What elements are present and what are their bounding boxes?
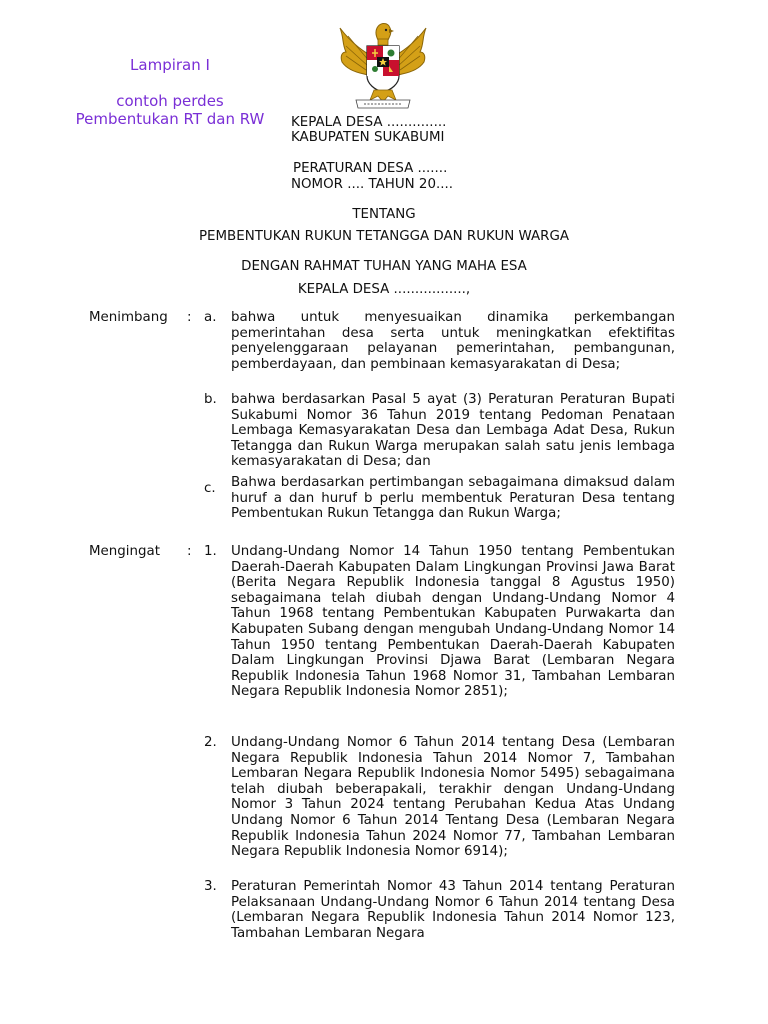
attachment-caption: contoh perdes Pembentukan RT dan RW xyxy=(75,92,265,128)
garuda-pancasila-emblem-icon xyxy=(334,22,432,112)
regulation-subject: PEMBENTUKAN RUKUN TETANGGA DAN RUKUN WARGA xyxy=(198,229,570,244)
mengingat-item-2: Undang-Undang Nomor 6 Tahun 2014 tentang Desa (Lembaran Negara Republik Indonesia Tahun 2014 Nomor 7, Tambahan Lembaran Negara Republik Indonesia Nomor 5495) sebagaimana telah diubah beberapakali, terakhir dengan Undang-Undang Nomor 3 Tahun 2024 tentang Perubahan Kedua Atas Undang Undang Nomor 6 Tahun 2014 Tentang Desa (Lembaran Negara Republik Indonesia Tahun 2024 Nomor 77, Tambahan Lembaran Negara Republik Indonesia Nomor 6914); xyxy=(231,735,675,860)
mengingat-marker-1: 1. xyxy=(204,544,217,559)
attachment-note xyxy=(70,56,270,128)
village-head-line: KEPALA DESA .............. xyxy=(291,115,447,130)
blessing-line: DENGAN RAHMAT TUHAN YANG MAHA ESA xyxy=(241,259,527,274)
mengingat-item-1: Undang-Undang Nomor 14 Tahun 1950 tentang Pembentukan Daerah-Daerah Kabupaten Dalam Lingkungan Provinsi Jawa Barat (Berita Negara Republik Indonesia tanggal 8 Agustus 1950) sebagaimana telah diubah dengan Undang-Undang Nomor 4 Tahun 1968 tentang Pembentukan Kabupaten Purwakarta dan Kabupaten Subang dengan mengubah Undang-Undang Nomor 14 Tahun 1950 tentang Pembentukan Daerah-Daerah Kabupaten Dalam Lingkungan Provinsi Djawa Barat (Lembaran Negara Republik Indonesia Tahun 1968 Nomor 31, Tambahan Lembaran Negara Republik Indonesia Nomor 2851); xyxy=(231,544,675,700)
menimbang-marker-c: c. xyxy=(204,481,216,496)
mengingat-marker-2: 2. xyxy=(204,735,217,750)
tentang-heading: TENTANG xyxy=(352,207,416,222)
mengingat-item-3: Peraturan Pemerintah Nomor 43 Tahun 2014 tentang Peraturan Pelaksanaan Undang-Undang Nomor 6 Tahun 2014 tentang Desa (Lembaran Negara Republik Indonesia Tahun 2014 Nomor 123, Tambahan Lembaran Negara xyxy=(231,879,675,941)
attachment-label: Lampiran I xyxy=(130,56,210,74)
mengingat-colon: : xyxy=(187,544,192,559)
official-line: KEPALA DESA ................., xyxy=(297,282,471,297)
mengingat-label: Mengingat xyxy=(89,544,160,559)
number-year-line: NOMOR .... TAHUN 20.... xyxy=(291,177,454,192)
menimbang-item-a: bahwa untuk menyesuaikan dinamika perkembangan pemerintahan desa serta untuk meningkatkan efektifitas penyelenggaraan pelayanan pemerintahan, pembangunan, pemberdayaan, dan pembinaan kemasyarakatan di Desa; xyxy=(231,310,675,372)
menimbang-colon: : xyxy=(187,310,192,325)
menimbang-marker-b: b. xyxy=(204,392,217,407)
menimbang-item-c: Bahwa berdasarkan pertimbangan sebagaimana dimaksud dalam huruf a dan huruf b perlu membentuk Peraturan Desa tentang Pembentukan Rukun Tetangga dan Rukun Warga; xyxy=(231,475,675,522)
menimbang-label: Menimbang xyxy=(89,310,168,325)
menimbang-marker-a: a. xyxy=(204,310,217,325)
mengingat-marker-3: 3. xyxy=(204,879,217,894)
regulation-line: PERATURAN DESA ....... xyxy=(293,161,448,176)
regency-line: KABUPATEN SUKABUMI xyxy=(291,130,445,145)
menimbang-item-b: bahwa berdasarkan Pasal 5 ayat (3) Peraturan Peraturan Bupati Sukabumi Nomor 36 Tahun 2019 tentang Pedoman Penataan Lembaga Kemasyarakatan Desa dan Lembaga Adat Desa, Rukun Tetangga dan Rukun Warga merupakan salah satu jenis lembaga kemasyarakatan di Desa; dan xyxy=(231,392,675,470)
